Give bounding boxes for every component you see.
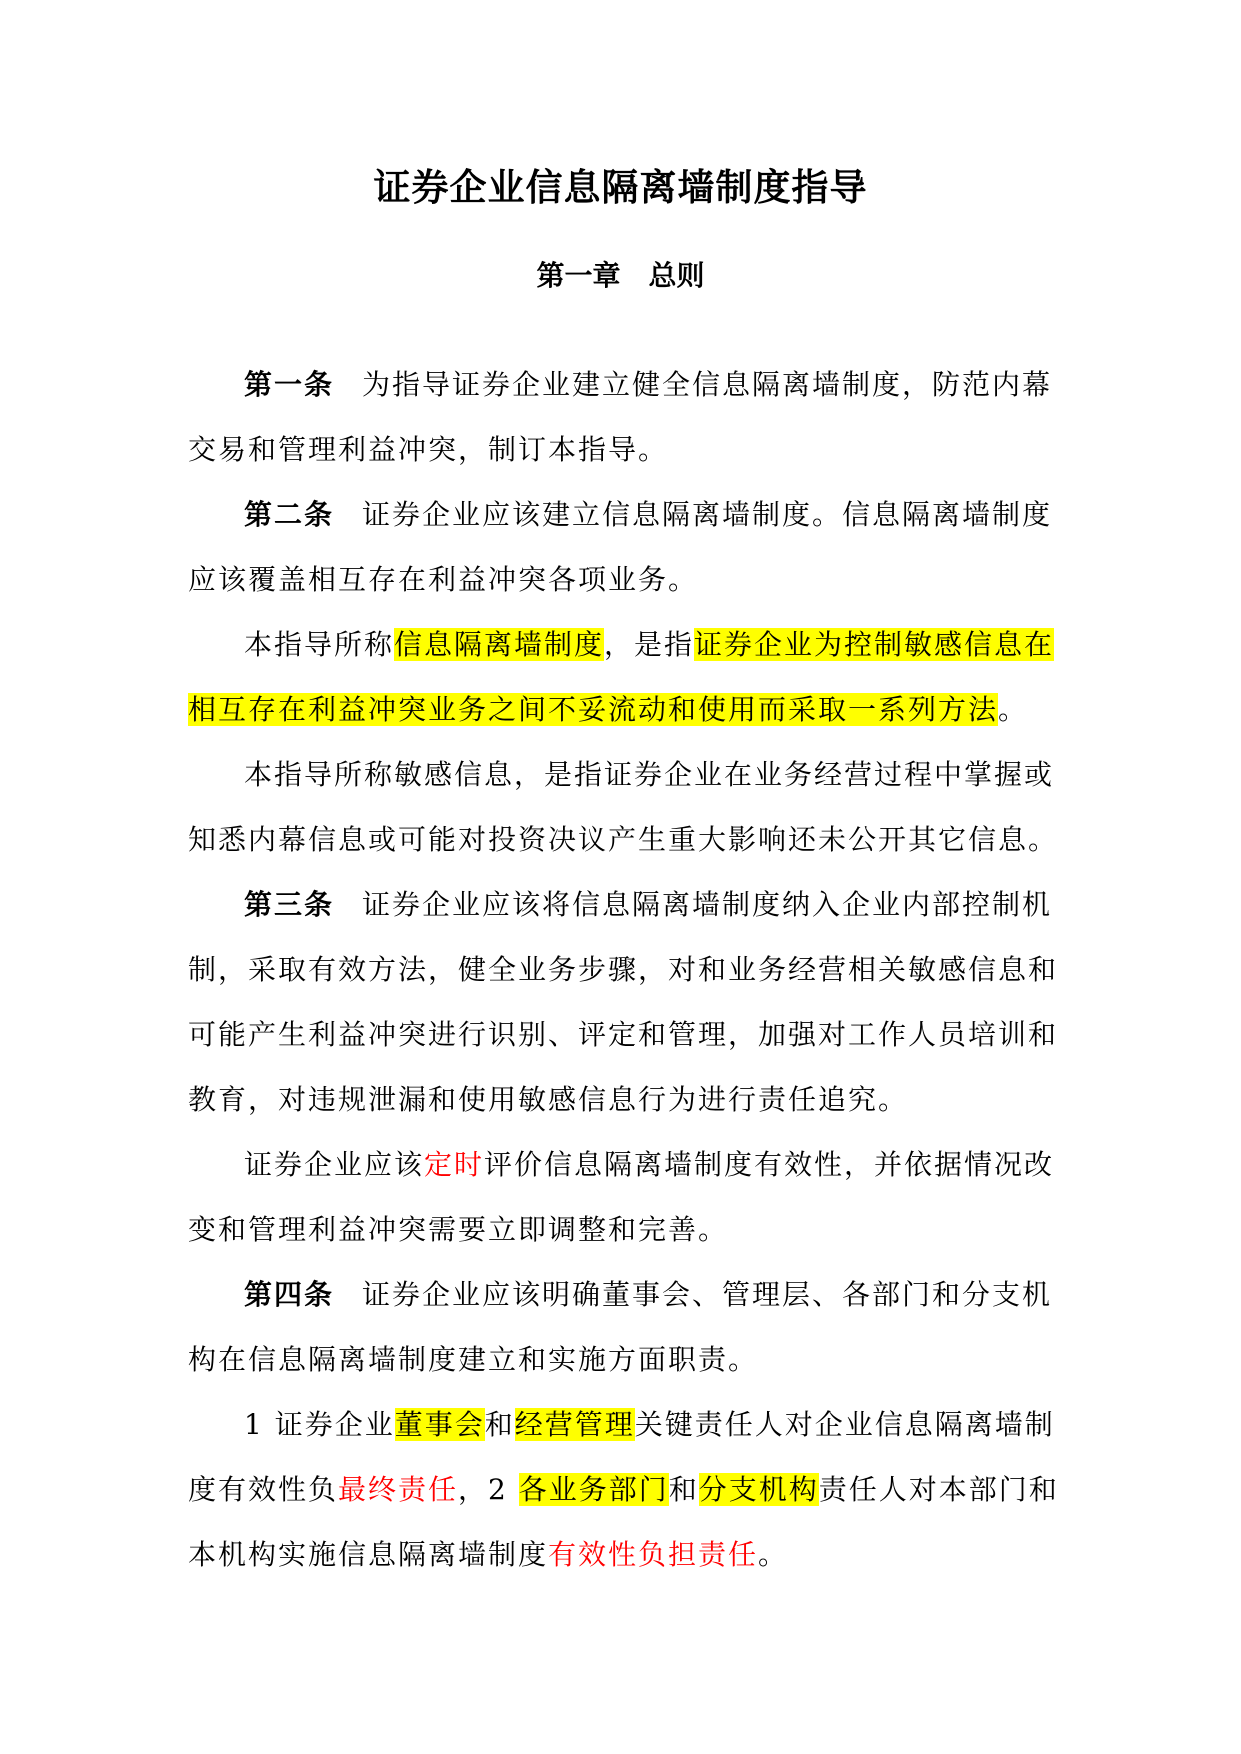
text-segment: 。 — [758, 1538, 789, 1571]
text-segment: ，是指 — [604, 628, 695, 661]
red-emphasis: 有效性负担责任 — [548, 1538, 759, 1571]
highlighted-term: 董事会 — [394, 1408, 485, 1441]
article-1-paragraph — [188, 352, 1068, 482]
highlighted-term: 信息隔离墙制度 — [394, 628, 605, 661]
text-segment: 责任人对本部门和本机构实施信息隔离墙制度 — [188, 1473, 1059, 1571]
article-3-paragraph — [188, 872, 1068, 1132]
highlighted-term: 经营管理 — [514, 1408, 635, 1441]
chapter-heading: 第一章 总则 — [536, 259, 705, 292]
highlighted-term: 分支机构 — [698, 1473, 819, 1506]
definition-sensitive-info-paragraph — [188, 742, 1068, 872]
red-emphasis: 定时 — [424, 1148, 485, 1181]
evaluation-paragraph — [188, 1132, 1068, 1262]
document-title: 证券企业信息隔离墙制度指导 — [373, 165, 868, 209]
article-number: 第一条 — [244, 368, 335, 401]
article-number: 第二条 — [244, 498, 335, 531]
article-text: 证券企业应该明确董事会、管理层、各部门和分支机构在信息隔离墙制度建立和实施方面职责。 — [188, 1278, 1053, 1376]
text-segment: 关键责任人对企业信息隔离墙制度有效性负 — [188, 1408, 1055, 1506]
highlighted-definition: 证券企业为控制敏感信息在相互存在利益冲突业务之间不妥流动和使用而采取一系列方法 — [188, 628, 1055, 726]
article-4-paragraph — [188, 1262, 1068, 1392]
text-segment: 评价信息隔离墙制度有效性，并依据情况改变和管理利益冲突需要立即调整和完善。 — [188, 1148, 1055, 1246]
article-number: 第四条 — [244, 1278, 335, 1311]
text-segment: 和 — [484, 1408, 515, 1441]
text-segment: ，2 — [458, 1473, 519, 1506]
paragraph-text: 本指导所称敏感信息，是指证券企业在业务经营过程中掌握或知悉内幕信息或可能对投资决议产生重大影响还未公开其它信息。 — [188, 758, 1059, 856]
red-emphasis: 最终责任 — [338, 1473, 459, 1506]
text-segment: 本指导所称 — [244, 628, 395, 661]
text-segment: 和 — [668, 1473, 699, 1506]
document-body — [188, 352, 1068, 1587]
text-segment: 证券企业应该 — [244, 1148, 425, 1181]
article-number: 第三条 — [244, 888, 335, 921]
responsibility-paragraph — [188, 1392, 1068, 1587]
article-text: 证券企业应该建立信息隔离墙制度。信息隔离墙制度应该覆盖相互存在利益冲突各项业务。 — [188, 498, 1053, 596]
article-text: 证券企业应该将信息隔离墙制度纳入企业内部控制机制，采取有效方法，健全业务步骤，对和业务经营相关敏感信息和可能产生利益冲突进行识别、评定和管理，加强对工作人员培训和教育，对违规泄漏和使用敏感信息行为进行责任追究。 — [188, 888, 1059, 1116]
text-segment: 1 证券企业 — [244, 1408, 395, 1441]
text-segment: 。 — [998, 693, 1029, 726]
article-2-paragraph — [188, 482, 1068, 612]
article-text: 为指导证券企业建立健全信息隔离墙制度，防范内幕交易和管理利益冲突，制订本指导。 — [188, 368, 1053, 466]
highlighted-term: 各业务部门 — [518, 1473, 669, 1506]
definition-wall-paragraph — [188, 612, 1068, 742]
